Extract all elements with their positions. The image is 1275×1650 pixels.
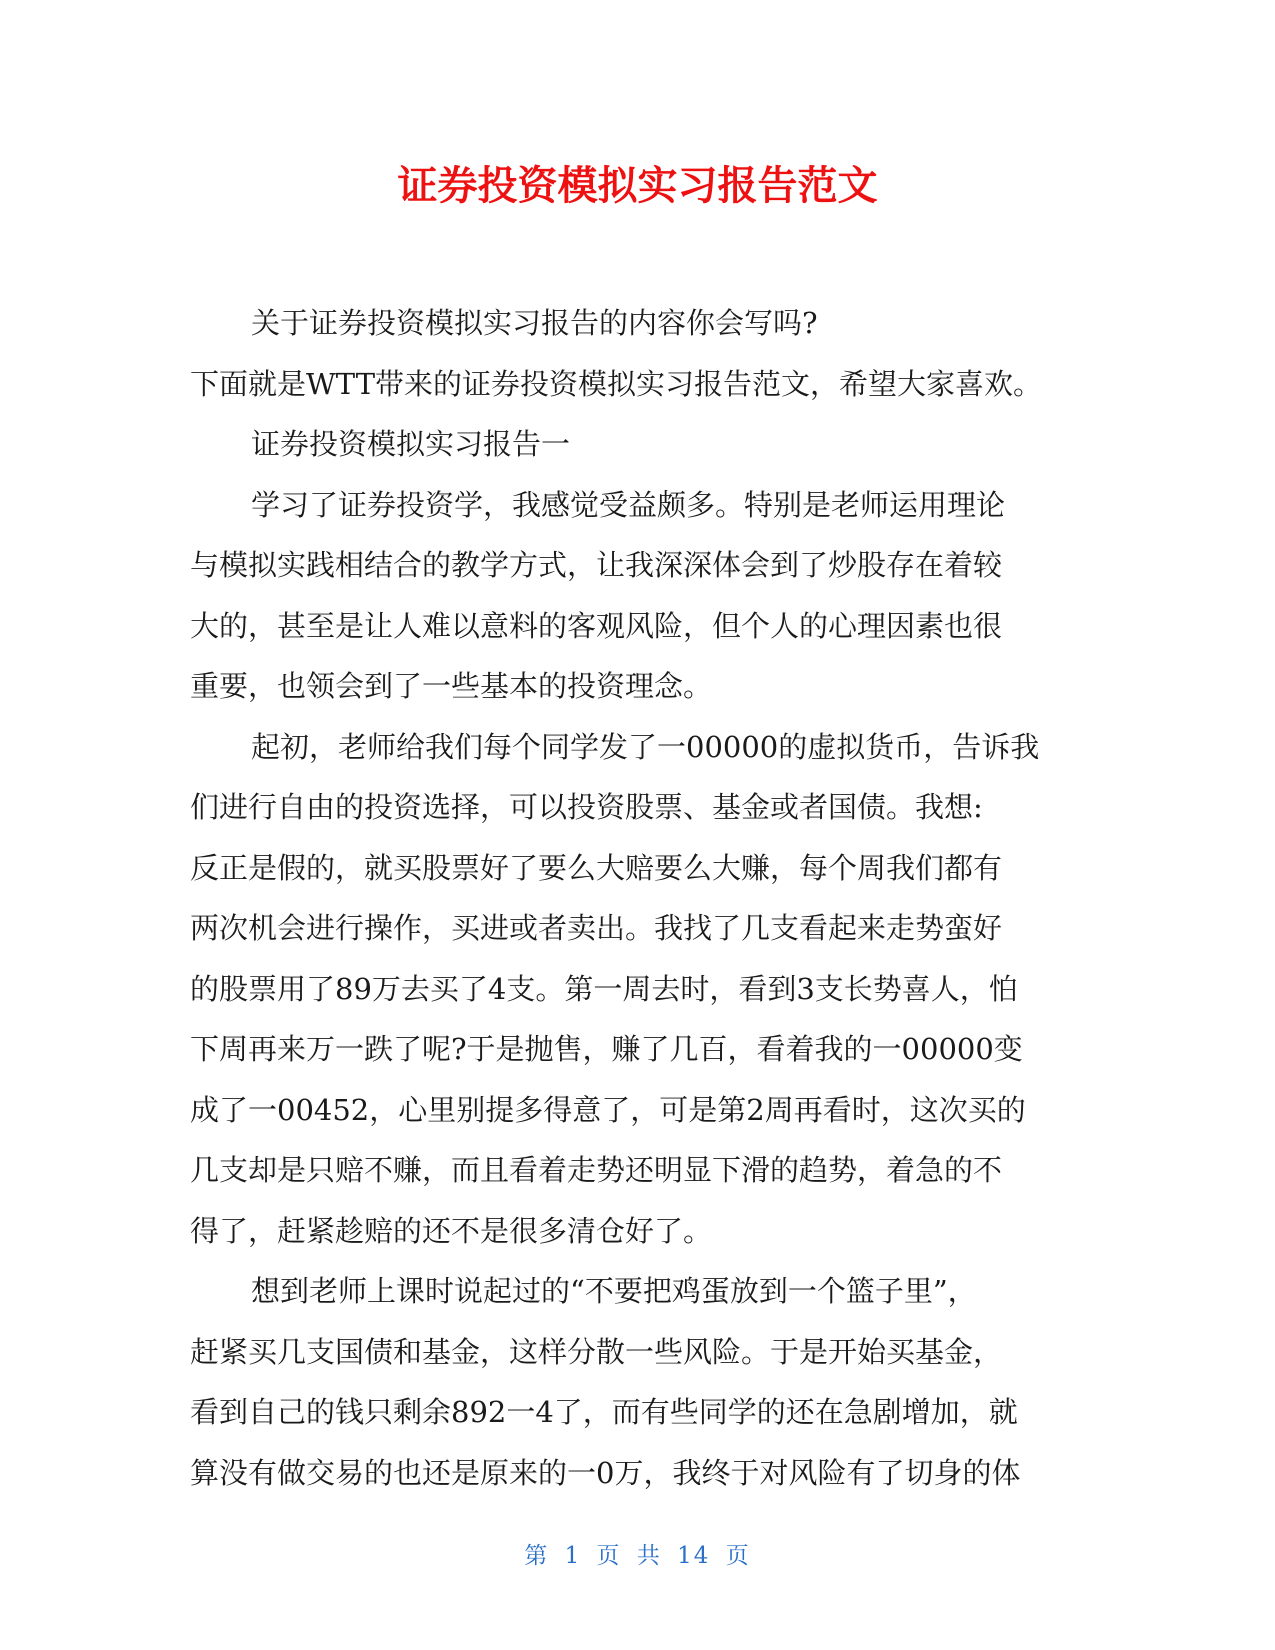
body-line: 算没有做交易的也还是原来的一0万，我终于对风险有了切身的体: [190, 1455, 1021, 1490]
document-body: [190, 293, 1080, 1503]
body-line: 几支却是只赔不赚，而且看着走势还明显下滑的趋势，着急的不: [190, 1153, 1003, 1187]
body-line: 学习了证券投资学，我感觉受益颇多。特别是老师运用理论: [251, 487, 1006, 522]
body-line: 重要，也领会到了一些基本的投资理念。: [190, 669, 713, 703]
body-line: 大的，甚至是让人难以意料的客观风险，但个人的心理因素也很: [190, 608, 1003, 643]
body-line: 想到老师上课时说起过的“不要把鸡蛋放到一个篮子里”，: [251, 1274, 977, 1308]
body-line: 反正是假的，就买股票好了要么大赔要么大赚，每个周我们都有: [190, 850, 1003, 885]
body-line: 成了一00452，心里别提多得意了，可是第2周再看时，这次买的: [190, 1092, 1026, 1127]
body-line: 赶紧买几支国债和基金，这样分散一些风险。于是开始买基金，: [190, 1334, 1003, 1369]
document-title: 证券投资模拟实习报告范文: [397, 163, 878, 209]
body-line: 的股票用了89万去买了4支。第一周去时，看到3支长势喜人，怕: [190, 971, 1018, 1006]
body-line: 下周再来万一跌了呢?于是抛售，赚了几百，看着我的一00000变: [190, 1032, 1023, 1066]
body-line: 关于证券投资模拟实习报告的内容你会写吗?: [251, 306, 818, 340]
body-line: 得了，赶紧趁赔的还不是很多清仓好了。: [190, 1213, 713, 1248]
body-line: 证券投资模拟实习报告一: [251, 427, 571, 461]
body-line: 下面就是WTT带来的证券投资模拟实习报告范文，希望大家喜欢。: [190, 366, 1043, 401]
body-line: 起初，老师给我们每个同学发了一00000的虚拟货币，告诉我: [251, 729, 1040, 764]
body-line: 看到自己的钱只剩余892一4了，而有些同学的还在急剧增加，就: [190, 1395, 1018, 1429]
body-line: 两次机会进行操作，买进或者卖出。我找了几支看起来走势蛮好: [190, 911, 1003, 945]
body-line: 与模拟实践相结合的教学方式，让我深深体会到了炒股存在着较: [190, 548, 1003, 582]
page-footer: 第 1 页 共 14 页: [524, 1543, 751, 1569]
body-line: 们进行自由的投资选择，可以投资股票、基金或者国债。我想:: [190, 790, 983, 824]
